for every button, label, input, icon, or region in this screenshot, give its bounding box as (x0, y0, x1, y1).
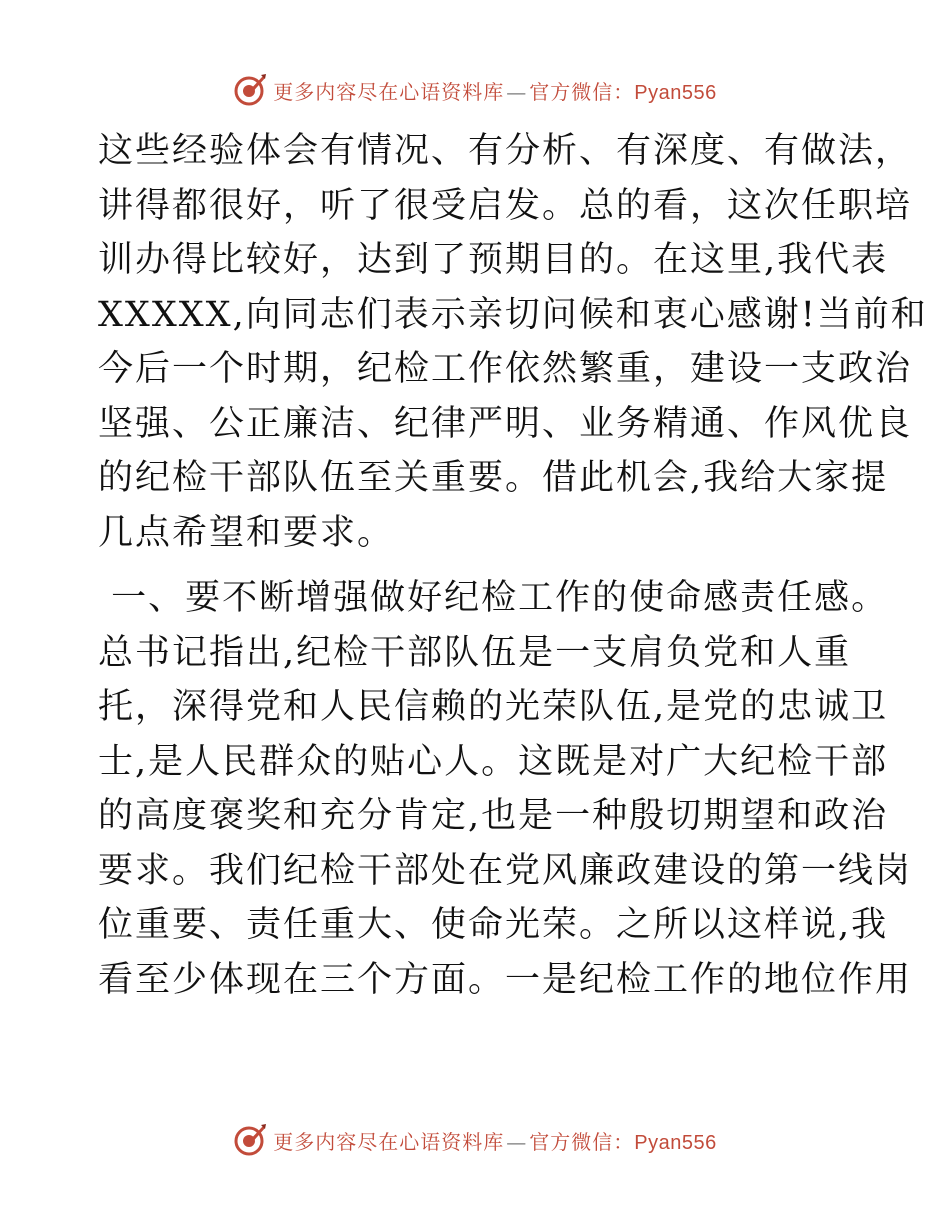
watermark-site: 更多内容尽在心语资料库 (273, 79, 505, 104)
quill-seal-icon (233, 73, 267, 107)
text-line: 坚强、公正廉洁、纪律严明、业务精通、作风优良 (98, 403, 913, 444)
text-line: 几点希望和要求。 (98, 512, 395, 553)
watermark-site: 更多内容尽在心语资料库 (273, 1129, 505, 1154)
text-line: 讲得都很好，听了很受启发。总的看，这次任职培 (98, 185, 913, 226)
quill-seal-icon (233, 1123, 267, 1157)
text-line: 看至少体现在三个方面。一是纪检工作的地位作用 (98, 959, 913, 1000)
footer-watermark (0, 1120, 950, 1160)
text-line: 这些经验体会有情况、有分析、有深度、有做法， (98, 131, 913, 171)
text-line: 一、要不断增强做好纪检工作的使命感责任感。 (98, 578, 889, 618)
watermark-brand: Pyan556 (634, 1131, 717, 1154)
document-body (98, 124, 928, 1007)
paragraph-1 (98, 124, 928, 560)
paragraph-2 (98, 571, 913, 1007)
watermark-separator: — (506, 1129, 528, 1154)
text-line: 训办得比较好，达到了预期目的。在这里,我代表 (98, 240, 889, 280)
text-line: 今后一个时期，纪检工作依然繁重，建设一支政治 (98, 349, 913, 389)
text-line: 士,是人民群众的贴心人。这既是对广大纪检干部 (98, 741, 889, 782)
watermark-brand: Pyan556 (634, 81, 717, 104)
watermark-separator: — (506, 79, 528, 104)
text-line: XXXXX,向同志们表示亲切问候和衷心感谢!当前和 (98, 294, 928, 335)
header-watermark-inner (233, 73, 716, 107)
text-line: 的高度褒奖和充分肯定,也是一种殷切期望和政治 (98, 796, 889, 836)
text-line: 要求。我们纪检干部处在党风廉政建设的第一线岗 (98, 850, 913, 891)
text-line: 位重要、责任重大、使命光荣。之所以这样说,我 (98, 905, 889, 945)
watermark-text (273, 1126, 716, 1155)
watermark-text (273, 76, 716, 105)
watermark-label: 官方微信： (529, 1129, 635, 1154)
text-line: 托，深得党和人民信赖的光荣队伍,是党的忠诚卫 (98, 687, 889, 727)
text-line: 的纪检干部队伍至关重要。借此机会,我给大家提 (98, 458, 889, 498)
watermark-label: 官方微信： (529, 79, 635, 104)
footer-watermark-inner (233, 1123, 716, 1157)
text-line: 总书记指出,纪检干部队伍是一支肩负党和人重 (98, 632, 852, 673)
header-watermark (0, 70, 950, 110)
